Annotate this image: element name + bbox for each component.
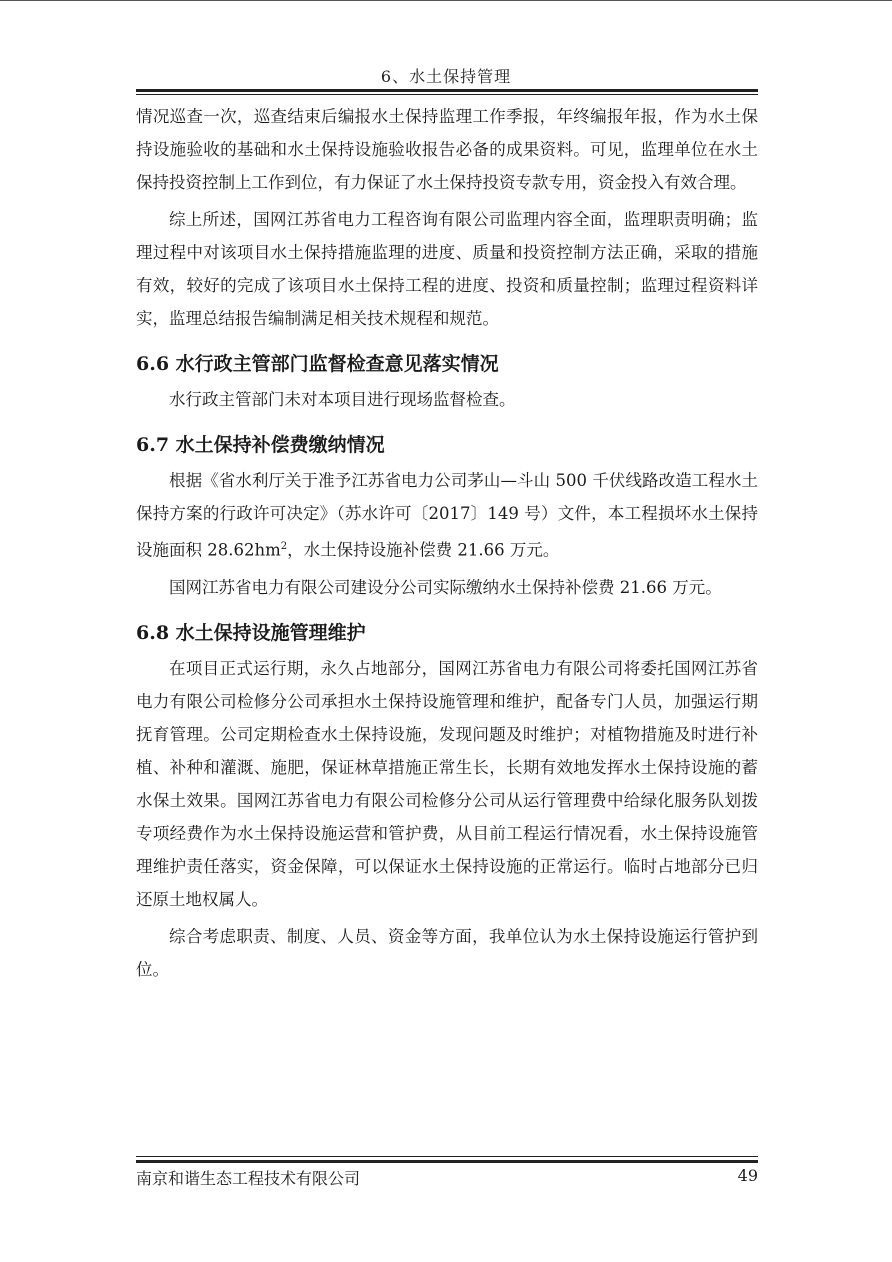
compensation-text: ，水土保持设施补偿费 21.66 万元。 bbox=[287, 540, 560, 560]
header-rule-thick bbox=[136, 89, 758, 92]
section-6-8-paragraph-1: 在项目正式运行期，永久占地部分，国网江苏省电力有限公司将委托国网江苏省电力有限公司检修分公司承担水土保持设施管理和维护，配备专门人员，加强运行期抚育管理。公司定期检查水土保持设施，发现问题及时维护；对植物措施及时进行补植、补种和灌溉、施肥，保证林草措施正常生长，长期有效地发挥水土保持设施的蓄水保土效果。国网江苏省电力有限公司检修分公司从运行管理费中给绿化服务队划拨专项经费作为水土保持设施运营和管护费，从目前工程运行情况看，水土保持设施管理维护责任落实，资金保障，可以保证水土保持设施的正常运行。临时占地部分已归还原土地权属人。 bbox=[136, 658, 758, 909]
summary-paragraph: 综上所述，国网江苏省电力工程咨询有限公司监理内容全面，监理职责明确；监理过程中对该项目水土保持措施监理的进度、质量和投资控制方法正确，采取的措施有效，较好的完成了该项目水土保持工程的进度、投资和质量控制；监理过程资料详实，监理总结报告编制满足相关技术规程和规范。 bbox=[136, 210, 758, 328]
section-6-8-paragraph-2: 综合考虑职责、制度、人员、资金等方面，我单位认为水土保持设施运行管护到位。 bbox=[136, 926, 758, 979]
section-6-7-paragraph-2: 国网江苏省电力有限公司建设分公司实际缴纳水土保持补偿费 21.66 万元。 bbox=[169, 577, 722, 597]
footer-rule-thick bbox=[136, 1160, 758, 1163]
page-body bbox=[136, 100, 758, 986]
section-6-8-heading: 6.8 水土保持设施管理维护 bbox=[136, 621, 366, 644]
section-6-6-paragraph: 水行政主管部门未对本项目进行现场监督检查。 bbox=[169, 390, 516, 409]
approval-text: 根据《省水利厅关于准予江苏省电力公司茅山—斗山 500 千伏线路改造工程水土保持方案的行政许可决定》（苏水许可〔2017〕149 号）文件，本工程损坏水土保持设施面积 28.62hm bbox=[136, 471, 758, 560]
section-6-7-paragraph-1 bbox=[136, 464, 758, 567]
section-6-6-heading: 6.6 水行政主管部门监督检查意见落实情况 bbox=[136, 353, 499, 375]
section-6-7-heading: 6.7 水土保持补偿费缴纳情况 bbox=[136, 434, 385, 456]
page-footer bbox=[136, 1166, 758, 1189]
continued-paragraph: 情况巡查一次，巡查结束后编报水土保持监理工作季报，年终编报年报，作为水土保持设施验收的基础和水土保持设施验收报告必备的成果资料。可见，监理单位在水土保持投资控制上工作到位，有力保证了水土保持投资专款专用，资金投入有效合理。 bbox=[136, 107, 758, 192]
area-unit-superscript: 2 bbox=[280, 541, 288, 552]
header-rule-thin bbox=[136, 94, 758, 95]
page-number: 49 bbox=[737, 1166, 758, 1185]
page-top-border bbox=[0, 0, 892, 1]
chapter-header: 6、水土保持管理 bbox=[380, 67, 512, 86]
footer-company: 南京和谐生态工程技术有限公司 bbox=[136, 1169, 361, 1188]
footer-rule-thin bbox=[136, 1156, 758, 1157]
